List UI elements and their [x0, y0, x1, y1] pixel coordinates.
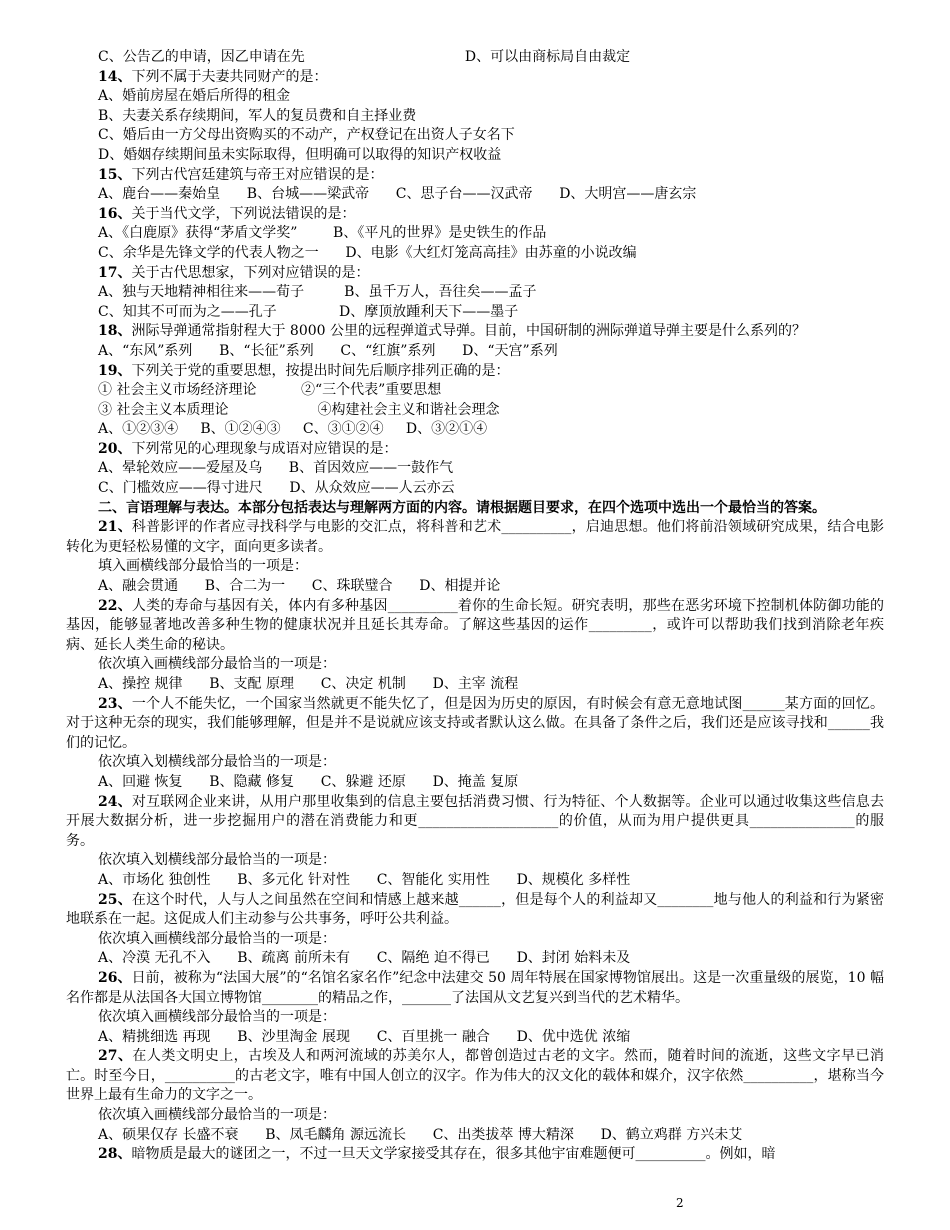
- exam-page: [66, 48, 884, 1165]
- text-line: 23、一个人不能失忆，一个国家当然就更不能失忆了，但是因为历史的原因，有时候会有意无意地试图______某方面的回忆。对于这种无奈的现实，我们能够理解，但是并不是说就应该支持或者默认这么做。在具备了条件之后，我们还是应该寻找和______我们的记忆。: [66, 695, 884, 751]
- text-line: 19、下列关于党的重要思想，按提出时间先后顺序排列正确的是：: [98, 362, 510, 379]
- text-line: A、回避 恢复 B、隐藏 修复 C、躲避 还原 D、掩盖 复原: [98, 773, 519, 790]
- text-line: B、夫妻关系存续期间，军人的复员费和自主择业费: [98, 107, 417, 124]
- text-line: C、婚后由一方父母出资购买的不动产，产权登记在出资人子女名下: [98, 127, 515, 144]
- text-line: A、①②③④ B、①②④③ C、③①②④ D、③②①④: [98, 421, 488, 438]
- text-line: A、婚前房屋在婚后所得的租金: [98, 88, 291, 105]
- text-line: 20、下列常见的心理现象与成语对应错误的是：: [98, 440, 398, 457]
- text-line: C、知其不可而为之——孔子 D、摩顶放踵利天下——墨子: [98, 303, 519, 320]
- text-line: 28、暗物质是最大的谜团之一，不过一旦天文学家接受其存在，很多其他宇宙难题便可__________。例如，暗: [98, 1146, 776, 1163]
- text-line: 依次填入画横线部分最恰当的一项是：: [98, 656, 336, 673]
- text-line: 填入画横线部分最恰当的一项是：: [98, 558, 308, 575]
- text-line: A、硕果仅存 长盛不衰 B、凤毛麟角 源远流长 C、出类拔萃 博大精深 D、鹤立鸡群 方兴未艾: [98, 1126, 743, 1143]
- text-line: A、冷漠 无孔不入 B、疏离 前所未有 C、隔绝 迫不得已 D、封闭 始料未及: [98, 950, 631, 967]
- text-line: A、独与天地精神相往来——荀子 B、虽千万人，吾往矣——孟子: [98, 284, 537, 301]
- text-line: 24、对互联网企业来讲，从用户那里收集到的信息主要包括消费习惯、行为特征、个人数据等。企业可以通过收集这些信息去开展大数据分析，进一步挖掘用户的潜在消费能力和更____________________的价值，从而为用户提供更具_______________的服务。: [66, 793, 884, 849]
- text-line: 21、科普影评的作者应寻找科学与电影的交汇点，将科普和艺术__________，启迪思想。他们将前沿领域研究成果，结合电影转化为更轻松易懂的文字，面向更多读者。: [66, 519, 884, 555]
- text-line: A、精挑细选 再现 B、沙里淘金 展现 C、百里挑一 融合 D、优中选优 浓缩: [98, 1028, 631, 1045]
- text-line: A、市场化 独创性 B、多元化 针对性 C、智能化 实用性 D、规模化 多样性: [98, 871, 631, 888]
- text-line: A、“东风”系列 B、“长征”系列 C、“红旗”系列 D、“天宫”系列: [98, 342, 558, 359]
- text-line: 依次填入画横线部分最恰当的一项是：: [98, 1009, 336, 1026]
- text-line: C、公告乙的申请，因乙申请在先 D、可以由商标局自由裁定: [98, 49, 631, 65]
- text-line: 15、下列古代宫廷建筑与帝王对应错误的是：: [98, 166, 384, 183]
- text-line: 依次填入画横线部分最恰当的一项是：: [98, 930, 336, 947]
- text-line: A、操控 规律 B、支配 原理 C、决定 机制 D、主宰 流程: [98, 676, 519, 692]
- text-line: 依次填入划横线部分最恰当的一项是：: [98, 852, 336, 869]
- text-line: 27、在人类文明史上，古埃及人和两河流域的苏美尔人，都曾创造过古老的文字。然而，随着时间的流逝，这些文字早已消亡。时至今日，__________的古老文字，唯有中国人创立的汉字。作为伟大的汉文化的载体和媒介，汉字依然__________，堪称当今世界上最有生命力的文字之一。: [66, 1048, 885, 1104]
- text-line: A、《白鹿原》获得“茅盾文学奖” B、《平凡的世界》是史铁生的作品: [98, 225, 547, 242]
- text-line: 二、言语理解与表达。本部分包括表达与理解两方面的内容。请根据题目要求，在四个选项中选出一个最恰当的答案。: [98, 499, 826, 516]
- text-line: 25、在这个时代，人与人之间虽然在空间和情感上越来越______，但是每个人的利益却又________地与他人的利益和行为紧密地联系在一起。这促成人们主动参与公共事务，呼吁公共利益。: [66, 891, 885, 928]
- text-line: A、晕轮效应——爱屋及乌 B、首因效应——一鼓作气: [98, 460, 454, 477]
- text-line: ① 社会主义市场经济理论 ②“三个代表”重要思想: [98, 382, 442, 399]
- text-line: 26、日前，被称为“法国大展”的“名馆名家名作”纪念中法建交 50 周年特展在国家博物馆展出。这是一次重量级的展览，10 幅名作都是从法国各大国立博物馆________的精品之作，_______了法国从文艺复兴到当代的艺术精华。: [66, 969, 885, 1006]
- text-line: D、婚姻存续期间虽未实际取得，但明确可以取得的知识产权收益: [98, 146, 502, 163]
- text-line: 16、关于当代文学，下列说法错误的是：: [98, 205, 356, 222]
- text-line: 18、洲际导弹通常指射程大于 8000 公里的远程弹道式导弹。目前，中国研制的洲际弹道导弹主要是什么系列的？: [98, 323, 807, 340]
- page-number: 2: [676, 1196, 684, 1210]
- text-line: A、鹿台——秦始皇 B、台城——梁武帝 C、思子台——汉武帝 D、大明宫——唐玄宗: [98, 186, 697, 203]
- text-line: C、门槛效应——得寸进尺 D、从众效应——人云亦云: [98, 480, 455, 497]
- text-line: ③ 社会主义本质理论 ④构建社会主义和谐社会理念: [98, 401, 500, 418]
- text-line: A、融会贯通 B、合二为一 C、珠联璧合 D、相提并论: [98, 578, 501, 595]
- text-line: 依次填入划横线部分最恰当的一项是：: [98, 754, 336, 771]
- text-line: 22、人类的寿命与基因有关，体内有多种基因__________着你的生命长短。研究表明，那些在恶劣环境下控制机体防御功能的基因，能够显著地改善多种生物的健康状况并且延长其寿命。了解这些基因的运作_________，或许可以帮助我们找到消除老年疾病、延长人类生命的秘诀。: [66, 597, 884, 653]
- text-line: 14、下列不属于夫妻共同财产的是：: [98, 68, 328, 85]
- text-line: C、余华是先锋文学的代表人物之一 D、电影《大红灯笼高高挂》由苏童的小说改编: [98, 244, 637, 261]
- text-line: 依次填入画横线部分最恰当的一项是：: [98, 1107, 336, 1124]
- text-line: 17、关于古代思想家，下列对应错误的是：: [98, 264, 370, 281]
